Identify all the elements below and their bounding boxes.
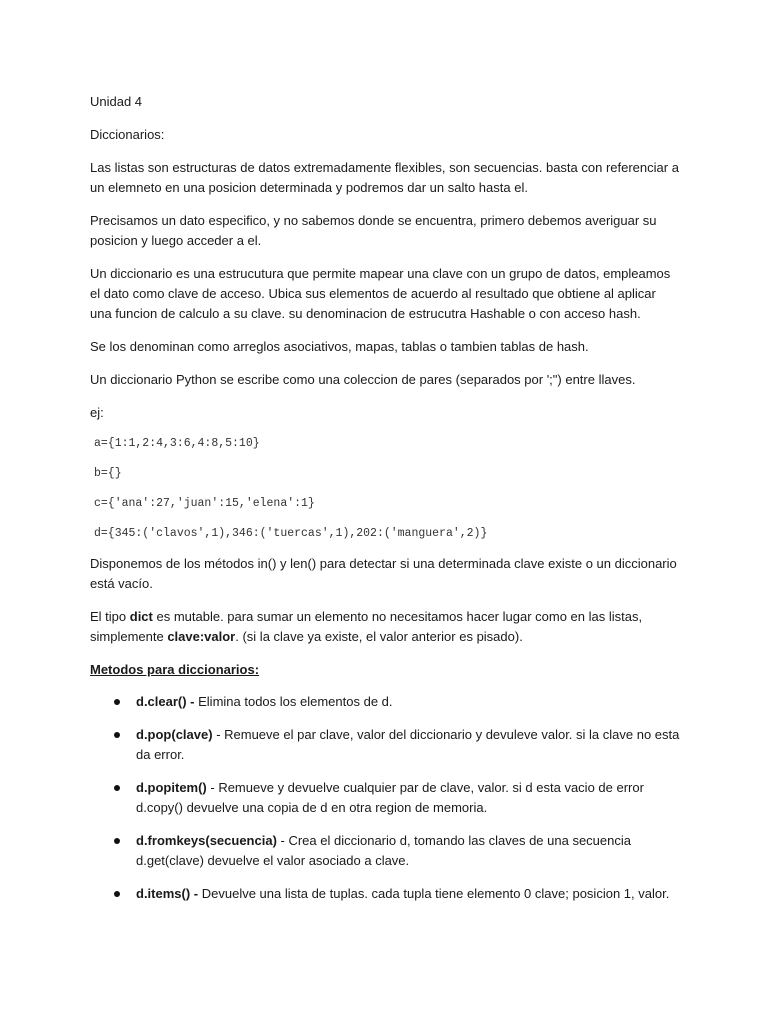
paragraph: Disponemos de los métodos in() y len() para detectar si una determinada clave existe o un diccionario está vacío. bbox=[90, 556, 677, 591]
bullet-icon bbox=[114, 838, 120, 844]
section-title: Diccionarios: bbox=[90, 127, 165, 142]
bullet-icon bbox=[114, 699, 120, 705]
methods-heading: Metodos para diccionarios: bbox=[90, 662, 260, 677]
method-name: d.clear() - bbox=[136, 694, 195, 709]
code-line: c={'ana':27,'juan':15,'elena':1} bbox=[94, 497, 315, 510]
list-item bbox=[90, 831, 680, 871]
bullet-icon bbox=[114, 732, 120, 738]
document-body bbox=[90, 92, 680, 917]
list-item bbox=[90, 884, 680, 904]
clave-valor-keyword: clave:valor bbox=[167, 629, 236, 644]
mutable-paragraph: El tipo dict es mutable. para sumar un elemento no necesitamos hacer lugar como en las listas, simplemente clave:valor. (si la clave ya existe, el valor anterior es pisado). bbox=[90, 609, 643, 644]
paragraph: Un diccionario es una estrucutura que permite mapear una clave con un grupo de datos, empleamos el dato como clave de acceso. Ubica sus elementos de acuerdo al resultado que obtiene al aplicar una funcion de calculo a su clave. su denominacion de estrucutra Hashable o con acceso hash. bbox=[90, 266, 671, 321]
method-description: Elimina todos los elementos de d. bbox=[194, 694, 393, 709]
bullet-icon bbox=[114, 891, 120, 897]
list-item bbox=[90, 692, 680, 712]
dict-keyword: dict bbox=[129, 609, 153, 624]
method-description: - Crea el diccionario d, tomando las claves de una secuencia d.get(clave) devuelve el valor asociado a clave. bbox=[136, 833, 631, 868]
method-description: - Remueve y devuelve cualquier par de clave, valor. si d esta vacio de error d.copy() devuelve una copia de d en otra region de memoria. bbox=[136, 780, 644, 815]
method-description: Devuelve una lista de tuplas. cada tupla tiene elemento 0 clave; posicion 1, valor. bbox=[198, 886, 670, 901]
method-name: d.items() - bbox=[136, 886, 199, 901]
paragraph: Un diccionario Python se escribe como una coleccion de pares (separados por ';") entre llaves. bbox=[90, 372, 636, 387]
list-item bbox=[90, 725, 680, 765]
code-line: d={345:('clavos',1),346:('tuercas',1),202:('manguera',2)} bbox=[94, 527, 488, 540]
method-description: - Remueve el par clave, valor del diccionario y devuleve valor. si la clave no esta da error. bbox=[136, 727, 680, 762]
method-name: d.fromkeys(secuencia) bbox=[136, 833, 277, 848]
paragraph: Precisamos un dato especifico, y no sabemos donde se encuentra, primero debemos averiguar su posicion y luego acceder a el. bbox=[90, 213, 657, 248]
list-item bbox=[90, 778, 680, 818]
methods-list bbox=[90, 692, 680, 904]
method-name: d.pop(clave) bbox=[136, 727, 213, 742]
method-name: d.popitem() bbox=[136, 780, 207, 795]
code-line: a={1:1,2:4,3:6,4:8,5:10} bbox=[94, 437, 260, 450]
example-label: ej: bbox=[90, 405, 104, 420]
code-line: b={} bbox=[94, 467, 122, 480]
unit-title: Unidad 4 bbox=[90, 94, 143, 109]
paragraph: Se los denominan como arreglos asociativos, mapas, tablas o tambien tablas de hash. bbox=[90, 339, 589, 354]
paragraph: Las listas son estructuras de datos extremadamente flexibles, son secuencias. basta con referenciar a un elemneto en una posicion determinada y podremos dar un salto hasta el. bbox=[90, 160, 679, 195]
code-example bbox=[94, 436, 680, 542]
bullet-icon bbox=[114, 785, 120, 791]
